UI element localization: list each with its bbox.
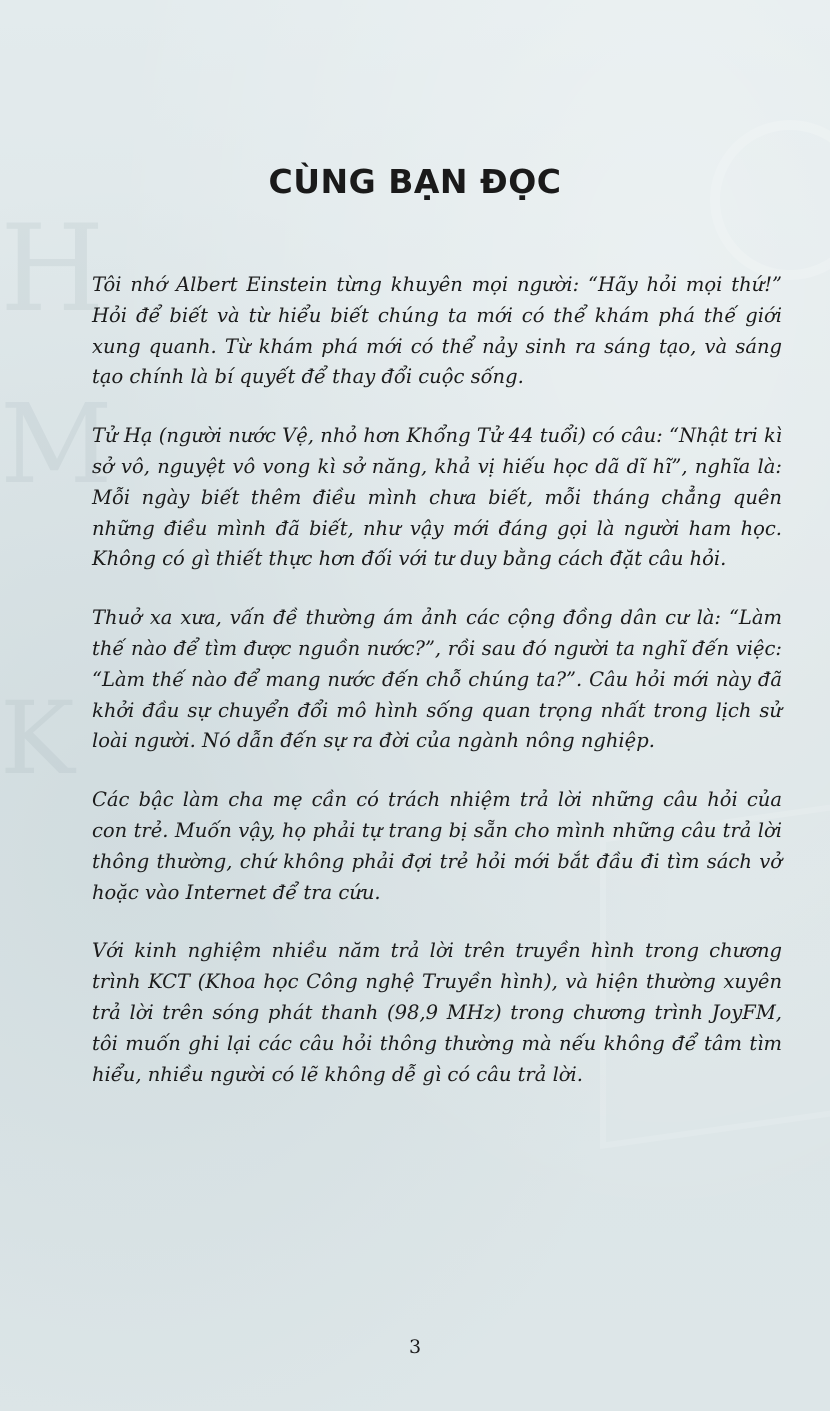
page-number: 3 (408, 1336, 422, 1358)
background-watermark: H (0, 200, 105, 339)
paragraph-1: Tôi nhớ Albert Einstein từng khuyên mọi người: “Hãy hỏi mọi thứ!” Hỏi để biết và từ hiểu biết chúng ta mới có thể khám phá thế giới xung quanh. Từ khám phá mới có thể nảy sinh ra sáng tạo, và sáng tạo chính là bí quyết để thay đổi cuộc sống. (92, 273, 782, 389)
paragraph-4: Các bậc làm cha mẹ cần có trách nhiệm trả lời những câu hỏi của con trẻ. Muốn vậy, họ phải tự trang bị sẵn cho mình những câu trả lời thông thường, chứ không phải đợi trẻ hỏi mới bắt đầu đi tìm sách vở hoặc vào Internet để tra cứu. (92, 788, 782, 904)
background-watermark: M (0, 380, 113, 508)
body-text (92, 270, 782, 1118)
paragraph-3: Thuở xa xưa, vấn đề thường ám ảnh các cộng đồng dân cư là: “Làm thế nào để tìm được nguồn nước?”, rồi sau đó người ta nghĩ đến việc: “Làm thế nào để mang nước đến chỗ chúng ta?”. Câu hỏi mới này đã khởi đầu sự chuyển đổi mô hình sống quan trọng nhất trong lịch sử loài người. Nó dẫn đến sự ra đời của ngành nông nghiệp. (92, 606, 782, 753)
page-title: CÙNG BẠN ĐỌC (268, 162, 562, 202)
background-watermark: K (0, 680, 75, 797)
paragraph-2: Tử Hạ (người nước Vệ, nhỏ hơn Khổng Tử 44 tuổi) có câu: “Nhật tri kì sở vô, nguyệt vô vong kì sở năng, khả vị hiếu học dã dĩ hĩ”, nghĩa là: Mỗi ngày biết thêm điều mình chưa biết, mỗi tháng chẳng quên những điều mình đã biết, như vậy mới đáng gọi là người ham học. Không có gì thiết thực hơn đối với tư duy bằng cách đặt câu hỏi. (92, 424, 782, 571)
paragraph-5: Với kinh nghiệm nhiều năm trả lời trên truyền hình trong chương trình KCT (Khoa học Công nghệ Truyền hình), và hiện thường xuyên trả lời trên sóng phát thanh (98,9 MHz) trong chương trình JoyFM, tôi muốn ghi lại các câu hỏi thông thường mà nếu không để tâm tìm hiểu, nhiều người có lẽ không dễ gì có câu trả lời. (92, 939, 782, 1086)
